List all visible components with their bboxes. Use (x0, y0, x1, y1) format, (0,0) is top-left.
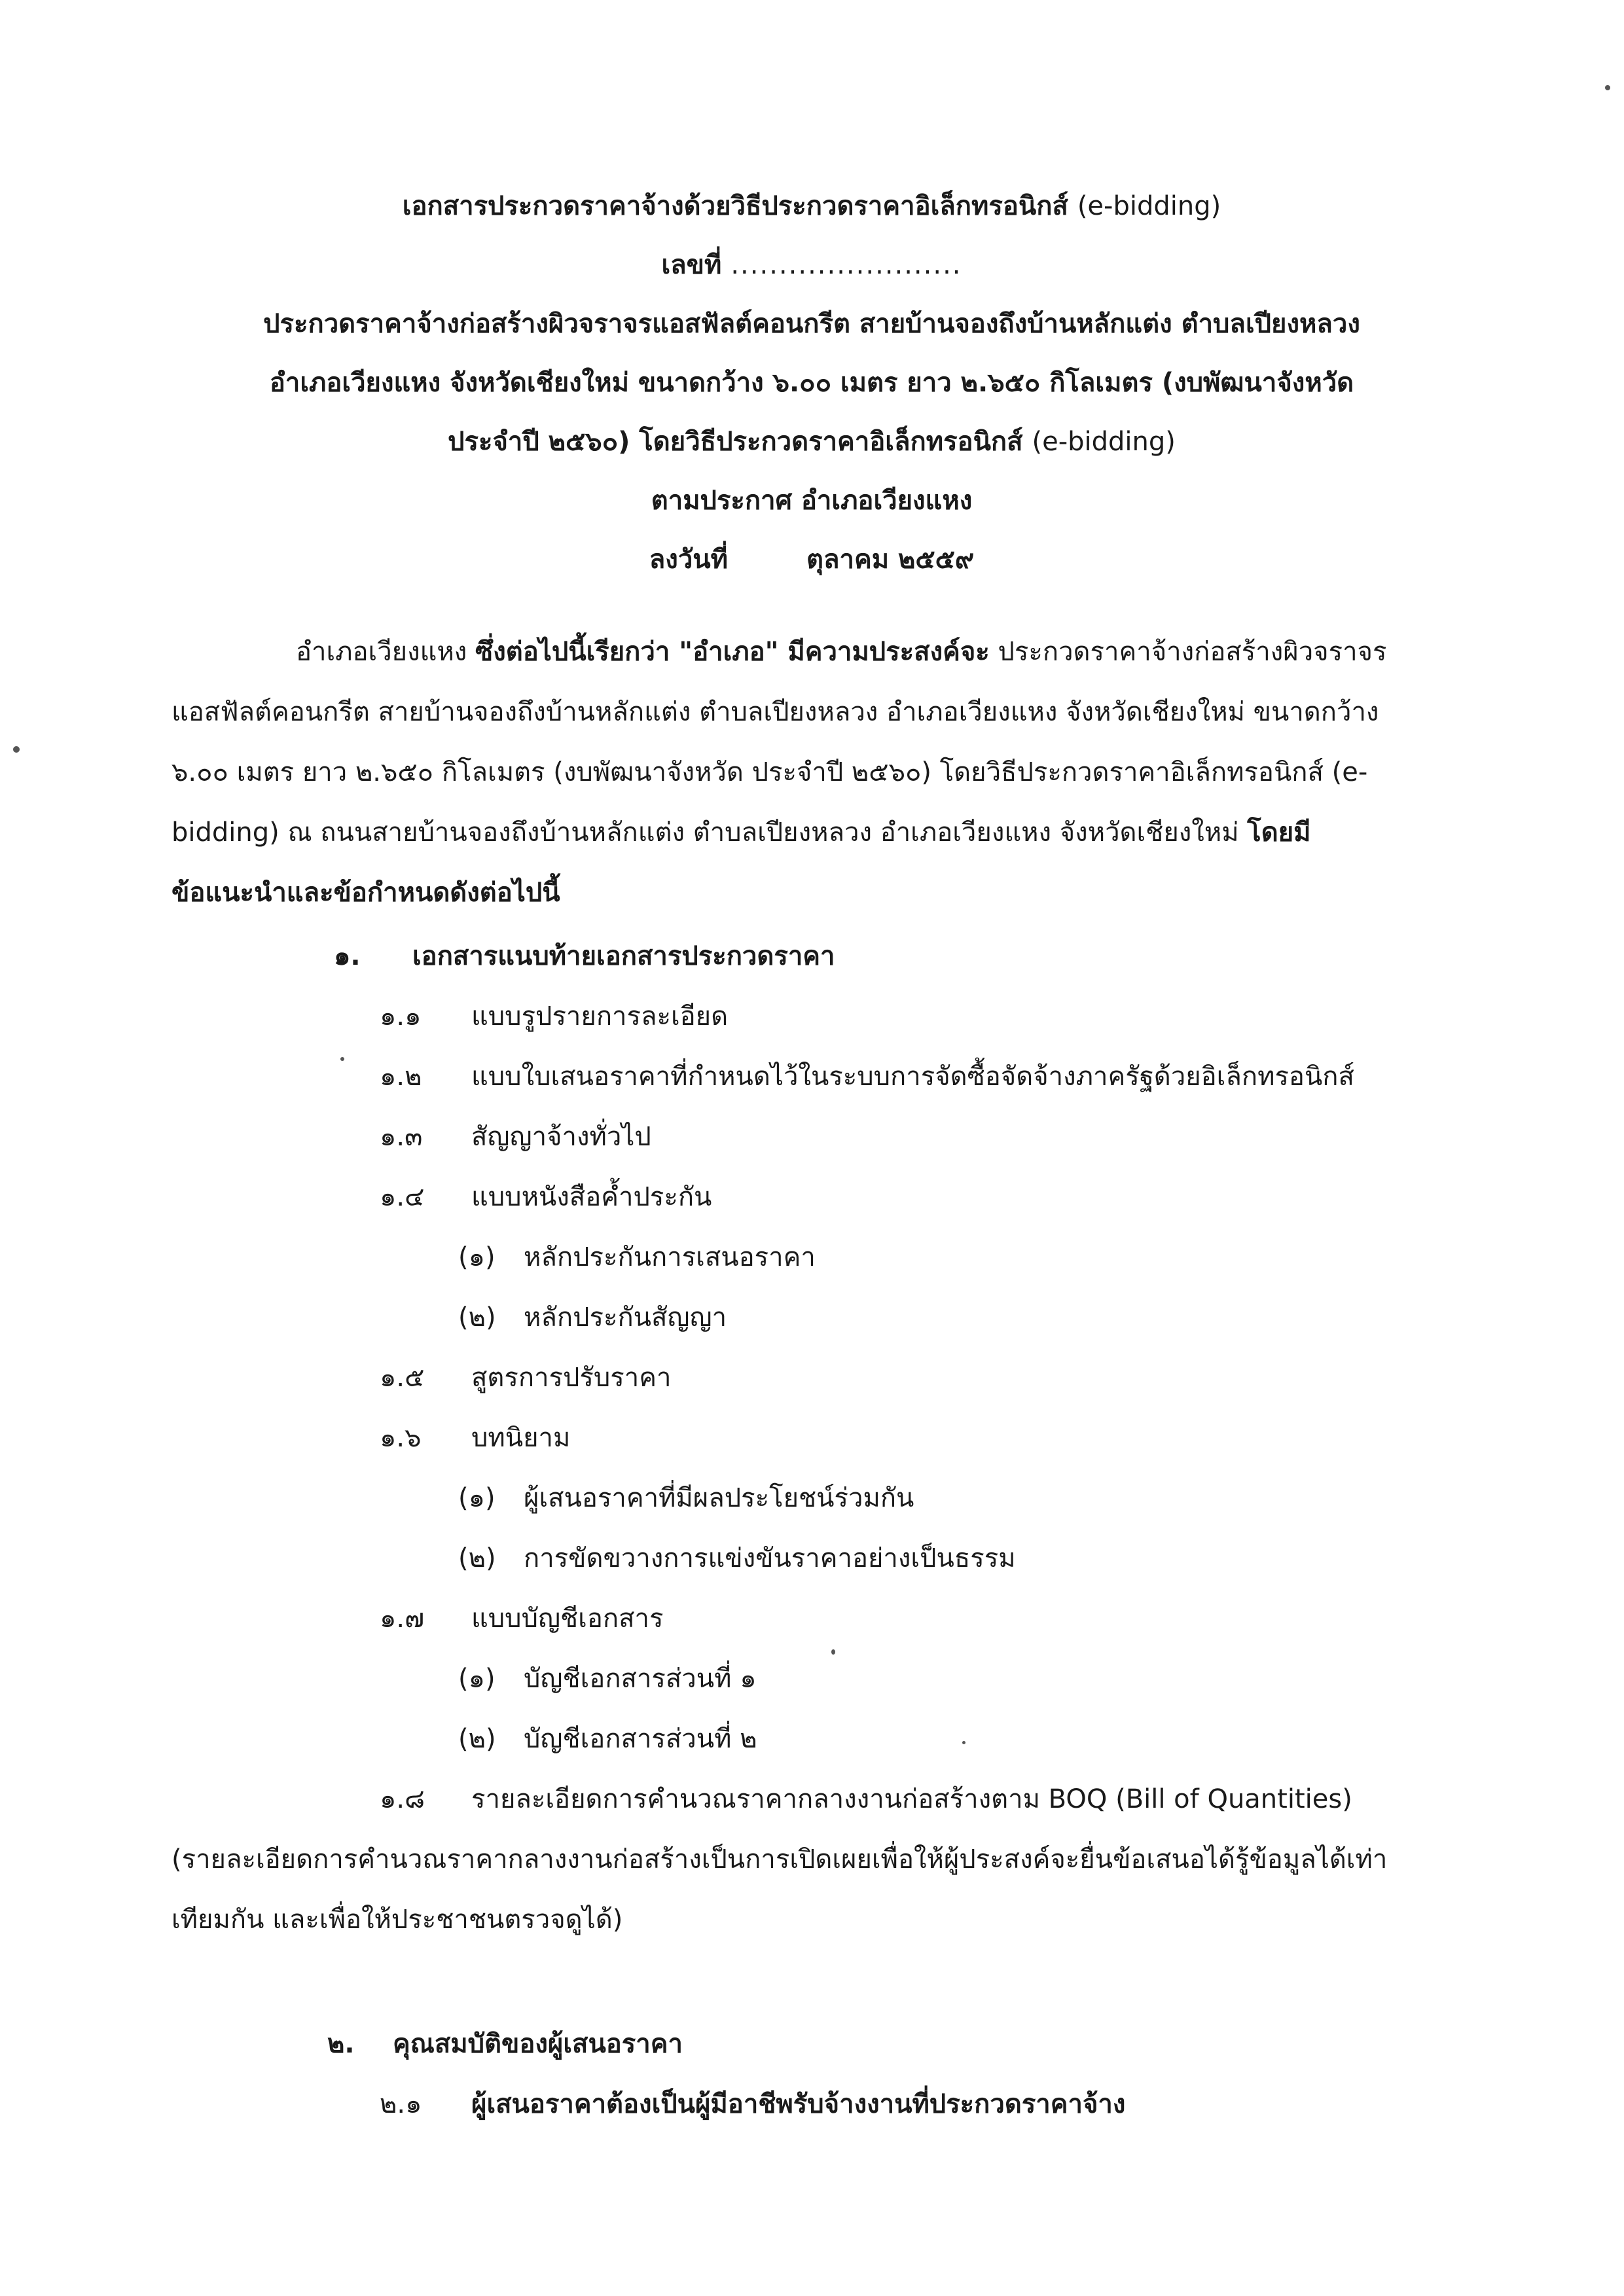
document-number (170, 236, 1453, 295)
intro-line5: ข้อแนะนำและข้อกำหนดดังต่อไปนี้ (171, 878, 560, 908)
list-item (380, 1115, 651, 1157)
intro-line3: ๖.๐๐ เมตร ยาว ๒.๖๕๐ กิโลเมตร (งบพัฒนาจังหวัด ประจำปี ๒๕๖๐) โดยวิธีประกวดราคาอิเล็กทรอนิกส์ (e- (171, 757, 1368, 787)
number-label: เลขที่ (661, 250, 722, 280)
item-text: แบบบัญชีเอกสาร (471, 1604, 664, 1634)
item-number: ๑.๓ (380, 1122, 423, 1152)
scan-speck (831, 1649, 835, 1655)
intro-l1-c: ประกวดราคาจ้างก่อสร้างผิวจราจร (989, 637, 1387, 667)
list-item (380, 995, 728, 1037)
list-item (380, 1356, 671, 1398)
list-item (380, 1055, 1354, 1097)
item-text: บทนิยาม (471, 1423, 571, 1453)
section1-heading (334, 935, 835, 977)
intro-l1-b: ซึ่งต่อไปนี้เรียกว่า "อำเภอ" มีความประสงค์จะ (475, 637, 990, 667)
subitem-text: บัญชีเอกสารส่วนที่ ๒ (524, 1724, 757, 1754)
item-text: ผู้เสนอราคาต้องเป็นผู้มีอาชีพรับจ้างงานที่ประกวดราคาจ้าง (471, 2089, 1126, 2119)
date-value: ตุลาคม ๒๕๕๙ (806, 545, 975, 575)
list-item (380, 1778, 1352, 1820)
document-title (170, 177, 1453, 236)
subitem-text: ผู้เสนอราคาที่มีผลประโยชน์ร่วมกัน (524, 1483, 914, 1513)
intro-line4 (171, 802, 1454, 863)
subitem-number: (๒) (458, 1724, 496, 1754)
title-text: เอกสารประกวดราคาจ้างด้วยวิธีประกวดราคาอิเล็กทรอนิกส์ (402, 191, 1068, 221)
subitem-number: (๒) (458, 1543, 496, 1573)
subitem-number: (๒) (458, 1302, 496, 1333)
list-subitem (458, 1717, 757, 1759)
section2-heading (327, 2022, 683, 2064)
announcement-line: ตามประกาศ อำเภอเวียงแหง (651, 486, 973, 516)
list-subitem (458, 1296, 727, 1338)
subitem-text: การขัดขวางการแข่งขันราคาอย่างเป็นธรรม (524, 1543, 1016, 1573)
scan-speck (13, 746, 20, 753)
item-text: สัญญาจ้างทั่วไป (471, 1122, 651, 1152)
project-title-line3 (170, 412, 1453, 471)
intro-line1 (171, 622, 1454, 682)
scan-speck (962, 1741, 965, 1744)
subitem-number: (๑) (458, 1664, 496, 1694)
project-title-line2: อำเภอเวียงแหง จังหวัดเชียงใหม่ ขนาดกว้าง ๖.๐๐ เมตร ยาว ๒.๖๕๐ กิโลเมตร (งบพัฒนาจังหวัด (269, 368, 1354, 398)
section1-title: เอกสารแนบท้ายเอกสารประกวดราคา (412, 941, 835, 971)
scan-speck (1605, 85, 1610, 90)
item-text: แบบรูปรายการละเอียด (471, 1001, 729, 1031)
item-text: รายละเอียดการคำนวณราคากลางงานก่อสร้างตาม BOQ (Bill of Quantities) (471, 1784, 1352, 1814)
item-number: ๑.๑ (380, 1001, 422, 1031)
intro-paragraph (171, 622, 1454, 923)
scan-speck (340, 1057, 344, 1061)
number-value: ........................ (731, 250, 962, 280)
date-line (170, 530, 1453, 589)
project-title-line3-suffix: (e-bidding) (1032, 427, 1176, 457)
list-item (380, 2083, 1125, 2125)
intro-l1-a: อำเภอเวียงแหง (296, 637, 476, 667)
document-header (170, 177, 1453, 589)
item-number: ๑.๕ (380, 1363, 425, 1393)
section1-number: ๑. (334, 941, 361, 971)
list-subitem (458, 1657, 757, 1699)
project-title-line3-text: ประจำปี ๒๕๖๐) โดยวิธีประกวดราคาอิเล็กทรอนิกส์ (448, 427, 1023, 457)
title-suffix: (e-bidding) (1077, 191, 1221, 221)
subitem-text: หลักประกันการเสนอราคา (524, 1242, 816, 1272)
list-subitem (458, 1537, 1016, 1579)
item-text: แบบหนังสือค้ำประกัน (471, 1182, 712, 1212)
subitem-text: หลักประกันสัญญา (524, 1302, 727, 1333)
intro-line2: แอสฟัลต์คอนกรีต สายบ้านจองถึงบ้านหลักแต่ง ตำบลเปียงหลวง อำเภอเวียงแหง จังหวัดเชียงใหม่ ขนาดกว้าง (171, 697, 1379, 727)
item-number: ๒.๑ (380, 2089, 422, 2119)
intro-l4-a: bidding) ณ ถนนสายบ้านจองถึงบ้านหลักแต่ง ตำบลเปียงหลวง อำเภอเวียงแหง จังหวัดเชียงใหม่ (171, 817, 1248, 848)
item-text: สูตรการปรับราคา (471, 1363, 672, 1393)
intro-l4-b: โดยมี (1247, 817, 1311, 848)
subitem-number: (๑) (458, 1483, 496, 1513)
item-number: ๑.๗ (380, 1604, 425, 1634)
list-subitem (458, 1477, 914, 1518)
date-label: ลงวันที่ (649, 545, 728, 575)
subitem-text: บัญชีเอกสารส่วนที่ ๑ (524, 1664, 757, 1694)
item-number: ๑.๖ (380, 1423, 422, 1453)
item-number: ๑.๒ (380, 1062, 422, 1092)
boq-note-line2: เทียมกัน และเพื่อให้ประชาชนตรวจดูได้) (171, 1905, 623, 1935)
item-number: ๑.๔ (380, 1182, 425, 1212)
list-item (380, 1175, 712, 1217)
list-subitem (458, 1236, 816, 1278)
section2-title: คุณสมบัติของผู้เสนอราคา (393, 2029, 683, 2059)
list-item (380, 1416, 570, 1458)
project-title-line1: ประกวดราคาจ้างก่อสร้างผิวจราจรแอสฟัลต์คอนกรีต สายบ้านจองถึงบ้านหลักแต่ง ตำบลเปียงหลวง (263, 309, 1360, 339)
item-number: ๑.๘ (380, 1784, 425, 1814)
list-item (380, 1597, 663, 1639)
subitem-number: (๑) (458, 1242, 496, 1272)
item-text: แบบใบเสนอราคาที่กำหนดไว้ในระบบการจัดซื้อจัดจ้างภาครัฐด้วยอิเล็กทรอนิกส์ (471, 1062, 1354, 1092)
section2-number: ๒. (327, 2029, 355, 2059)
boq-note-line1: (รายละเอียดการคำนวณราคากลางงานก่อสร้างเป็นการเปิดเผยเพื่อให้ผู้ประสงค์จะยื่นข้อเสนอได้รู้ข้อมูลได้เท่า (171, 1844, 1388, 1874)
